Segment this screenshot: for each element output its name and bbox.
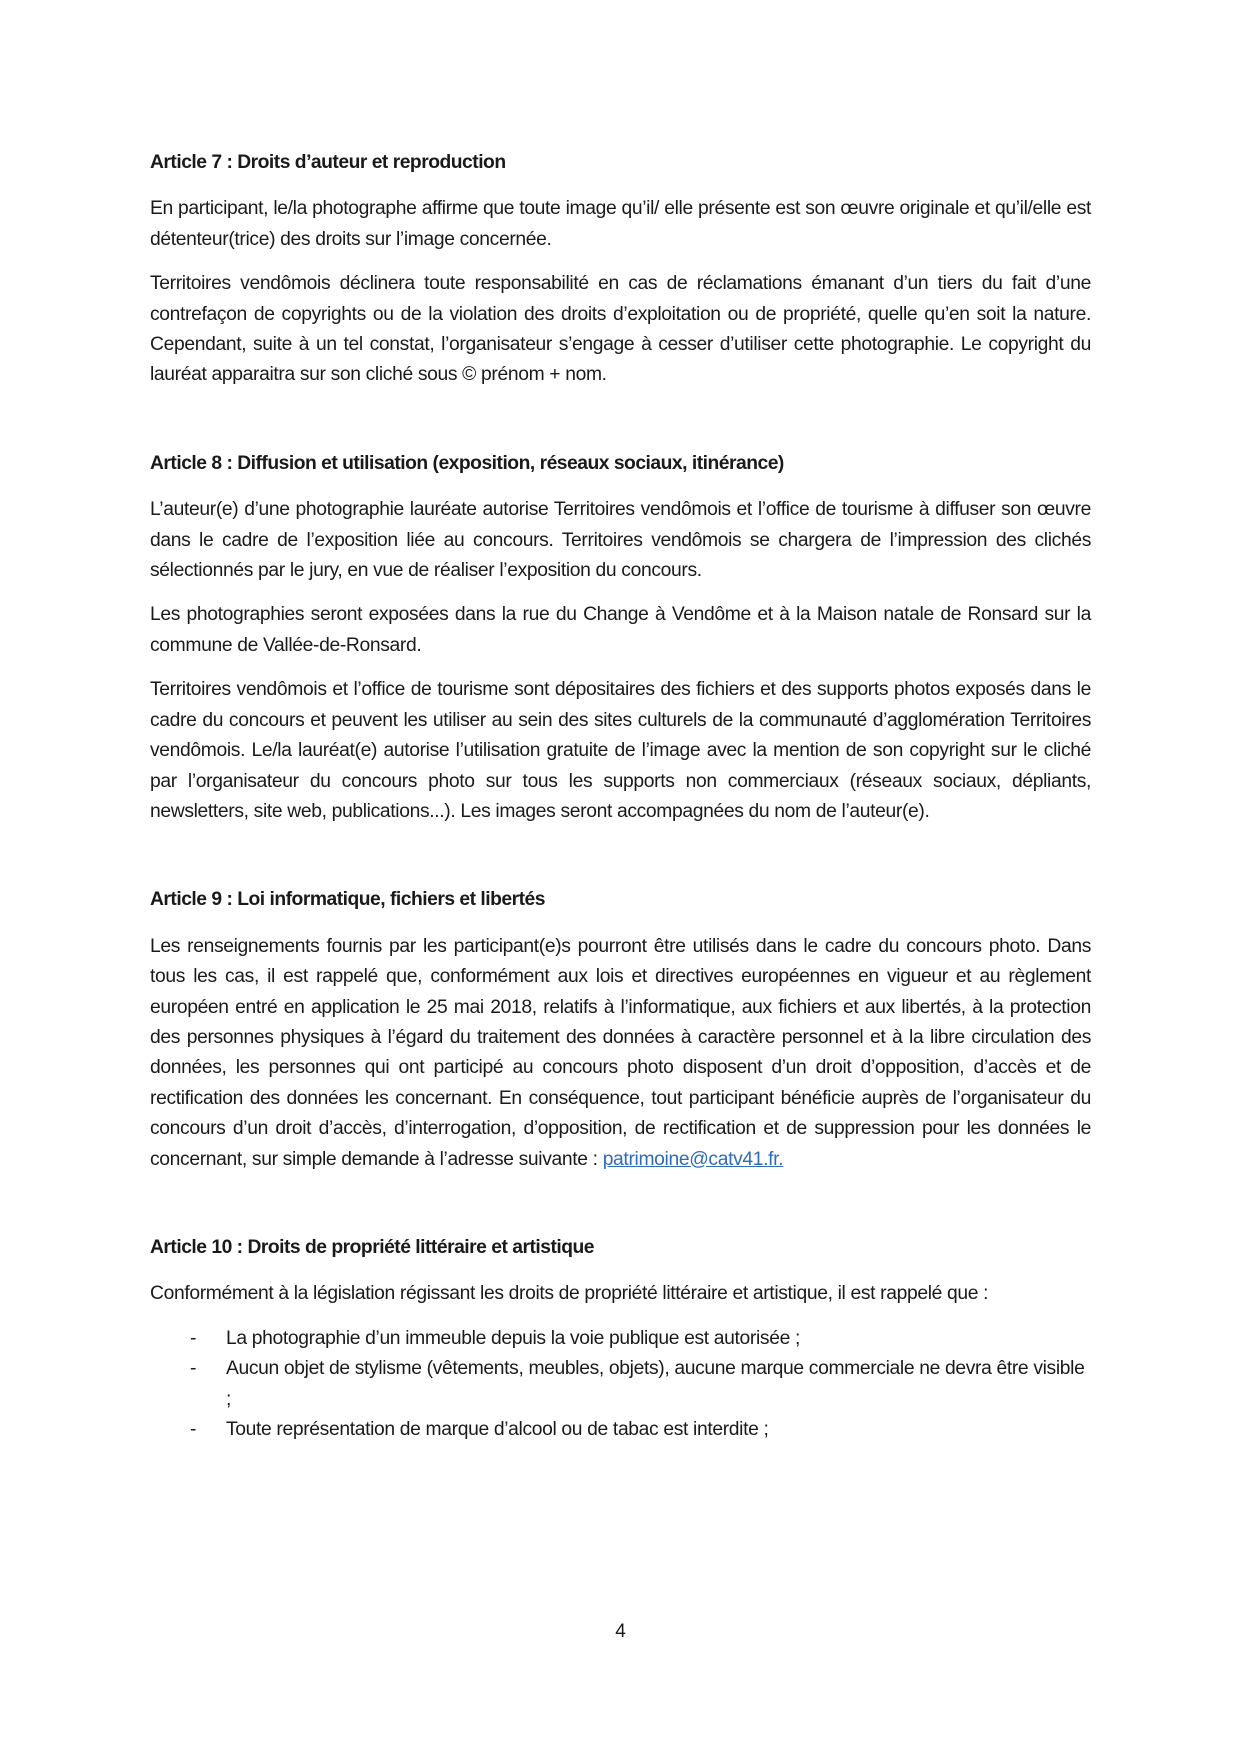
list-item-text: Aucun objet de stylisme (vêtements, meubles, objets), aucune marque commerciale ne devra être visible ;	[226, 1358, 1085, 1410]
article-10-intro: Conformément à la législation régissant les droits de propriété littéraire et artistique, il est rappelé que :	[150, 1283, 989, 1305]
dash-bullet-icon: -	[190, 1419, 197, 1440]
article-10	[150, 1233, 1091, 1445]
article-7-title: Article 7 : Droits d’auteur et reproduction	[150, 152, 506, 173]
article-7	[150, 148, 1091, 391]
list-item-text: Toute représentation de marque d’alcool ou de tabac est interdite ;	[226, 1419, 769, 1440]
dash-bullet-icon: -	[190, 1358, 197, 1380]
article-10-rules-list	[150, 1324, 1091, 1446]
contact-email-link[interactable]: patrimoine@catv41.fr.	[602, 1148, 784, 1170]
article-8-paragraph-1: L’auteur(e) d’une photographie lauréate autorise Territoires vendômois et l’office de tourisme à diffuser son œuvre dans le cadre de l’exposition liée au concours. Territoires vendômois se chargera de l’impression des clichés sélectionnés par le jury, en vue de réaliser l’exposition du concours.	[150, 499, 1091, 582]
article-10-title: Article 10 : Droits de propriété littéraire et artistique	[150, 1236, 595, 1258]
document-page	[150, 148, 1091, 1445]
list-item	[150, 1415, 1091, 1445]
list-item	[150, 1324, 1091, 1354]
article-9	[150, 885, 1091, 1175]
page-number: 4	[615, 1621, 626, 1642]
article-9-paragraph	[150, 932, 1091, 1175]
dash-bullet-icon: -	[190, 1327, 197, 1349]
article-9-paragraph-text: Les renseignements fournis par les participant(e)s pourront être utilisés dans le cadre du concours photo. Dans tous les cas, il est rappelé que, conformément aux lois et directives européennes en vigueur et au règlement européen entré en application le 25 mai 2018, relatifs à l’informatique, aux fichiers et aux libertés, à la protection des personnes physiques à l’égard du traitement des données à caractère personnel et à la libre circulation des données, les personnes qui ont participé au concours photo disposent d’un droit d’opposition, d’accès et de rectification des données les concernant. En conséquence, tout participant bénéficie auprès de l’organisateur du concours d’un droit d’accès, d’interrogation, d’opposition, de rectification et de suppression pour les données le concernant, sur simple demande à l’adresse suivante :	[150, 935, 1091, 1170]
article-7-paragraph-1: En participant, le/la photographe affirme que toute image qu’il/ elle présente est son œuvre originale et qu’il/elle est détenteur(trice) des droits sur l’image concernée.	[150, 198, 1091, 250]
list-item	[150, 1354, 1091, 1415]
list-item-text: La photographie d’un immeuble depuis la voie publique est autorisée ;	[226, 1327, 800, 1349]
article-8-paragraph-3: Territoires vendômois et l’office de tourisme sont dépositaires des fichiers et des supports photos exposés dans le cadre du concours et peuvent les utiliser au sein des sites culturels de la communauté d’agglomération Territoires vendômois. Le/la lauréat(e) autorise l’utilisation gratuite de l’image avec la mention de son copyright sur le cliché par l’organisateur du concours photo sur tous les supports non commerciaux (réseaux sociaux, dépliants, newsletters, site web, publications...). Les images seront accompagnées du nom de l’auteur(e).	[150, 679, 1091, 822]
article-8-paragraph-2: Les photographies seront exposées dans la rue du Change à Vendôme et à la Maison natale de Ronsard sur la commune de Vallée-de-Ronsard.	[150, 604, 1091, 656]
article-9-title: Article 9 : Loi informatique, fichiers et libertés	[150, 889, 545, 911]
article-8-title: Article 8 : Diffusion et utilisation (exposition, réseaux sociaux, itinérance)	[150, 452, 784, 474]
article-8	[150, 449, 1091, 827]
article-7-paragraph-2: Territoires vendômois déclinera toute responsabilité en cas de réclamations émanant d’un tiers du fait d’une contrefaçon de copyrights ou de la violation des droits d’exploitation ou de propriété, quelle qu’en soit la nature. Cependant, suite à un tel constat, l’organisateur s’engage à cesser d’utiliser cette photographie. Le copyright du lauréat apparaitra sur son cliché sous © prénom + nom.	[150, 273, 1091, 386]
